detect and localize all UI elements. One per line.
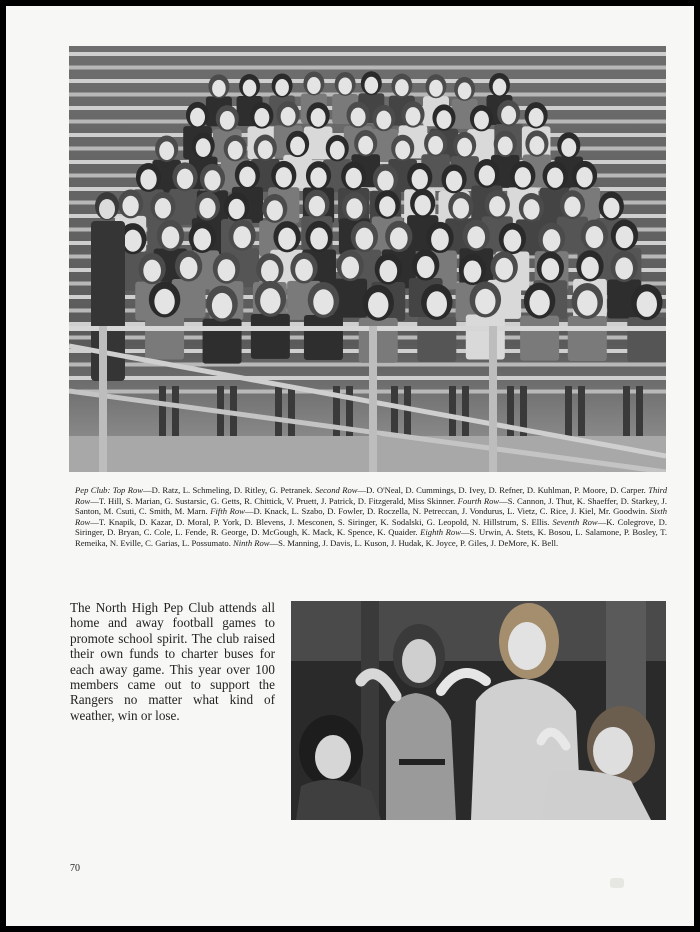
pep-club-group-photo — [69, 46, 666, 472]
caption-row-label: Fourth Row — [457, 495, 500, 506]
caption-names: —K. Colegrove, D. Siringer, D. Bryan, C. Cole, L. Fende, R. George, D. McGough, K. Mack, K. Spence, K. Quaider. — [75, 516, 668, 538]
caption-row-label: Fifth Row — [210, 506, 245, 517]
caption-names: —S. Urwin, A. Stets, K. Bosou, L. Salamone, P. Bosley, T. Remeika, N. Eville, C. Garias, L. Possumato. — [75, 527, 668, 548]
cheering-photo-image — [291, 601, 666, 820]
caption-names: —D. Ratz, L. Schmeling, D. Ritley, G. Petranek. — [143, 485, 315, 495]
caption-row-label: Eighth Row — [420, 527, 461, 538]
caption-row-label: Sixth Row — [75, 506, 668, 527]
caption-row-label: Ninth Row — [233, 537, 270, 548]
caption-names: —T. Knapik, D. Kazar, D. Moral, P. York, D. Blevens, J. Mesconen, S. Siringer, K. Sodalski, G. Leopold, N. Hillstrum, S. Ellis. — [90, 516, 553, 527]
caption-names: —D. O'Neal, D. Cummings, D. Ivey, D. Refner, D. Kuhlman, P. Moore, D. Carper. — [357, 485, 649, 495]
article-text: The North High Pep Club attends all home and away football games to promote school spirit. The club raised their own funds to charter buses for each away game. This year over 100 members came out to support the Rangers no matter what kind of weather, win or lose. — [70, 600, 275, 723]
group-photo-image — [69, 46, 666, 472]
caption-row-label: Third Row — [75, 485, 668, 506]
caption-names: —S. Cannon, J. Thut, K. Shaeffer, D. Starkey, J. Santon, M. Csuti, C. Smith, M. Marn. — [75, 495, 667, 517]
caption-names: —D. Knack, L. Szabo, D. Fowler, D. Roczella, N. Petreccan, J. Vondurus, L. Vietz, C. Rice, J. Kiel, Mr. Goodwin. — [244, 506, 650, 517]
page-number: 70 — [70, 863, 80, 874]
caption-names: —T. Hill, S. Marian, G. Sustarsic, G. Getts, R. Chittick, V. Pruett, J. Patrick, D. Fitzgerald, Miss Skinner. — [90, 495, 458, 506]
corner-smudge — [610, 878, 624, 888]
cheering-students-photo — [291, 601, 666, 820]
photo-caption — [75, 485, 667, 549]
caption-row-label: Second Row — [314, 485, 358, 495]
caption-row-label: Pep Club: Top Row — [75, 485, 144, 495]
caption-names: —S. Manning, J. Davis, L. Kuson, J. Hudak, K. Joyce, P. Giles, J. DeMore, K. Bell. — [269, 537, 559, 548]
caption-row-label: Seventh Row — [552, 516, 598, 527]
yearbook-page — [6, 6, 694, 926]
